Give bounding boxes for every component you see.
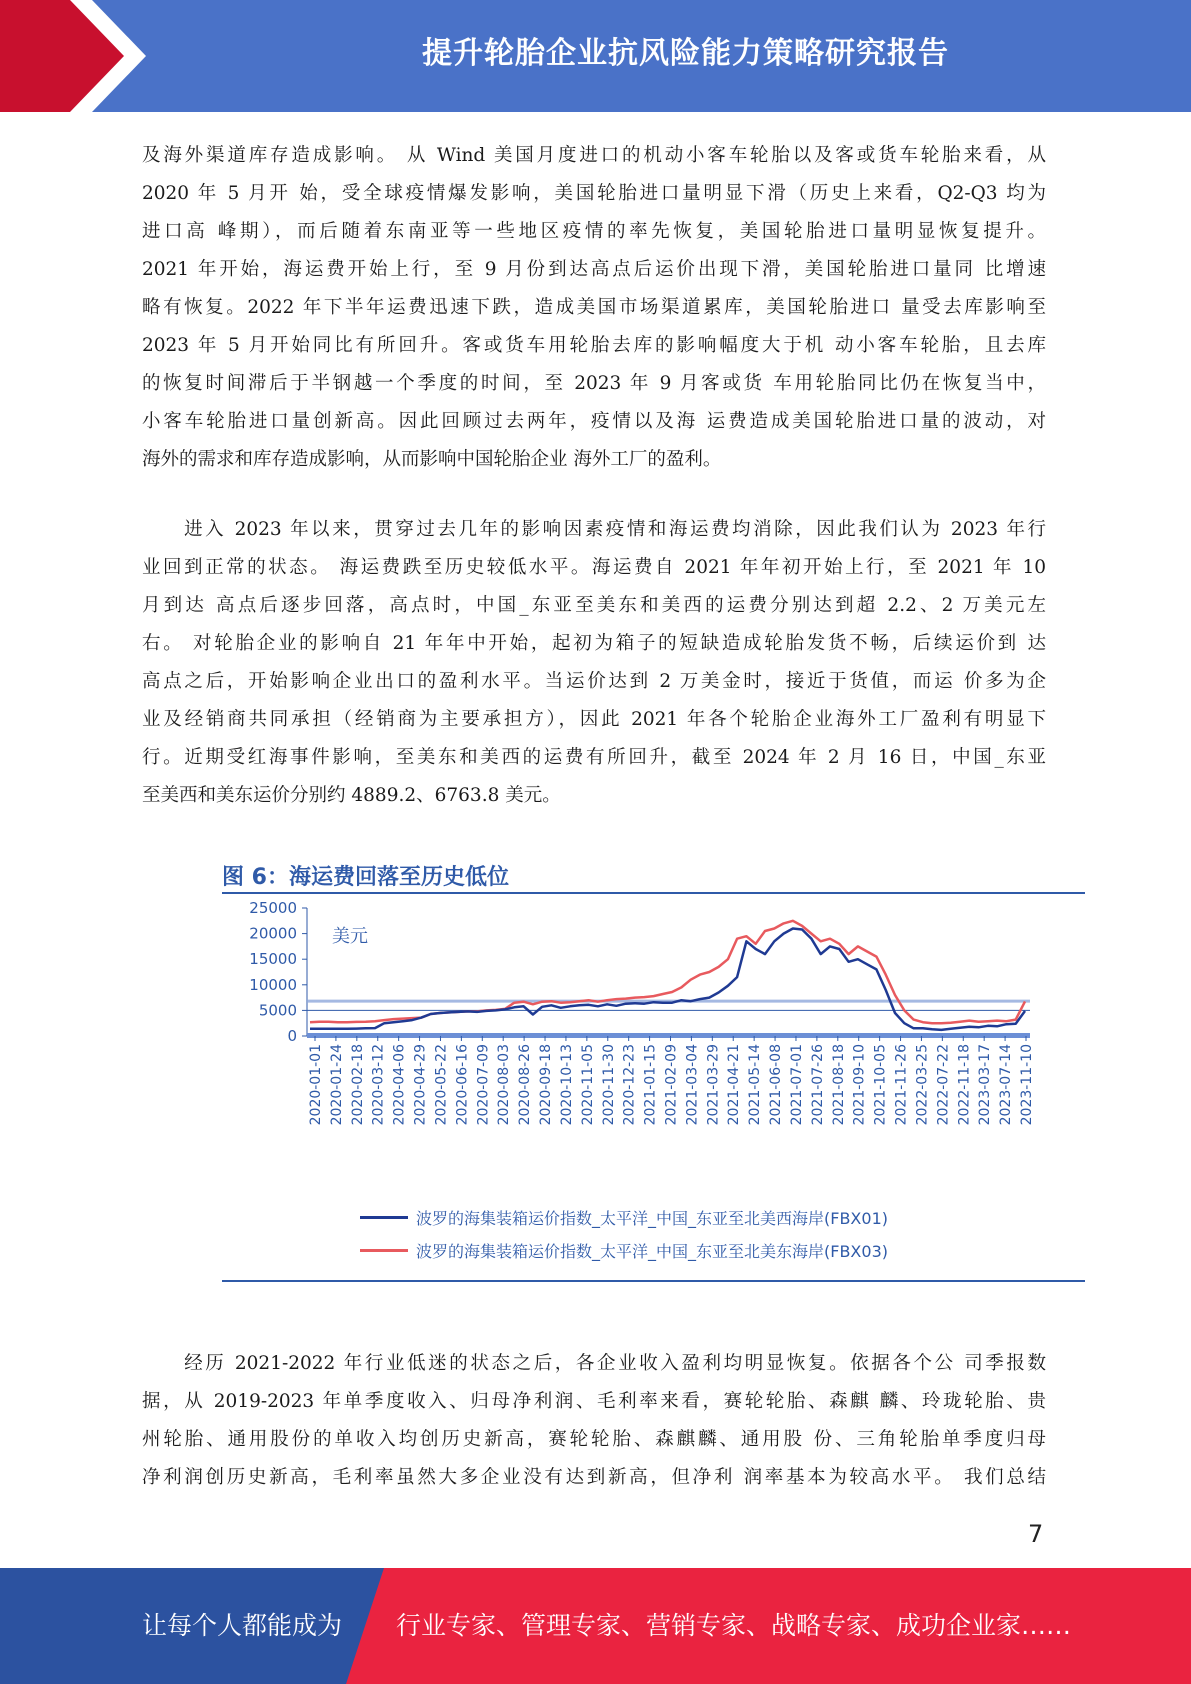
x-tick-label: 2022-11-18 — [956, 1044, 973, 1126]
text-line: 进口高 峰期），而后随着东南亚等一些地区疫情的率先恢复，美国轮胎进口量明显恢复提升。 — [142, 221, 1046, 242]
x-tick-label: 2021-02-09 — [663, 1044, 680, 1126]
text-line: 小客车轮胎进口量创新高。因此回顾过去两年，疫情以及海 运费造成美国轮胎进口量的波动，对 — [142, 411, 1046, 432]
legend-item-fbx03 — [360, 1239, 888, 1262]
text-line: 至美西和美东运价分别约 4889.2、6763.8 美元。 — [142, 785, 561, 806]
x-tick-label: 2020-06-16 — [454, 1044, 471, 1126]
paragraph-2 — [142, 511, 1046, 815]
legend-label-fbx03: 波罗的海集装箱运价指数_太平洋_中国_东亚至北美东海岸(FBX03) — [416, 1242, 888, 1261]
x-tick-label: 2020-07-09 — [475, 1044, 492, 1126]
x-tick-label: 2020-04-06 — [391, 1044, 408, 1126]
text-line: 据，从 2019-2023 年单季度收入、归母净利润、毛利率来看，赛轮轮胎、森麒 麟、玲珑轮胎、贵 — [142, 1391, 1046, 1412]
x-tick-label: 2020-02-18 — [349, 1044, 366, 1126]
x-tick-label: 2020-10-13 — [558, 1044, 575, 1126]
text-line: 及海外渠道库存造成影响。 从 Wind 美国月度进口的机动小客车轮胎以及客或货车轮胎来看，从 — [142, 145, 1046, 166]
text-line: 略有恢复。2022 年下半年运费迅速下跌，造成美国市场渠道累库，美国轮胎进口 量受去库影响至 — [142, 297, 1046, 318]
x-tick-label: 2020-09-18 — [538, 1044, 555, 1126]
x-tick-label: 2020-11-05 — [579, 1044, 596, 1126]
legend-swatch-fbx03 — [360, 1249, 408, 1252]
figure-6 — [215, 856, 1085, 1284]
text-line: 的恢复时间滞后于半钢越一个季度的时间，至 2023 年 9 月客或货 车用轮胎同比仍在恢复当中， — [142, 373, 1046, 394]
footer-slogan-left: 让每个人都能成为 — [142, 1611, 343, 1640]
x-tick-label: 2021-01-15 — [642, 1044, 659, 1126]
report-title: 提升轮胎企业抗风险能力策略研究报告 — [422, 36, 949, 71]
freight-rate-chart — [215, 896, 1085, 1196]
text-line: 经历 2021-2022 年行业低迷的状态之后，各企业收入盈利均明显恢复。依据各个公 司季报数 — [142, 1353, 1046, 1374]
x-tick-label: 2021-03-04 — [684, 1044, 701, 1126]
text-line: 进入 2023 年以来，贯穿过去几年的影响因素疫情和海运费均消除，因此我们认为 2023 年行 — [142, 519, 1046, 540]
page-footer — [0, 1568, 1191, 1684]
text-line: 净利润创历史新高，毛利率虽然大多企业没有达到新高，但净利 润率基本为较高水平。 我们总结 — [142, 1467, 1046, 1488]
footer-slogan-right: 行业专家、管理专家、营销专家、战略专家、成功企业家…… — [396, 1611, 1072, 1640]
x-tick-label: 2021-07-01 — [788, 1044, 805, 1126]
figure-bottom-rule — [222, 1280, 1085, 1282]
x-tick-label: 2021-08-18 — [830, 1044, 847, 1126]
y-tick-label: 20000 — [249, 924, 297, 943]
text-line: 2021 年开始，海运费开始上行，至 9 月份到达高点后运价出现下滑，美国轮胎进口量同 比增速 — [142, 259, 1046, 280]
x-tick-label: 2021-07-26 — [809, 1044, 826, 1126]
x-tick-label: 2020-01-24 — [328, 1044, 345, 1126]
figure-top-rule — [222, 892, 1085, 894]
text-line: 海外的需求和库存造成影响，从而影响中国轮胎企业 海外工厂的盈利。 — [142, 449, 722, 470]
page-number: 7 — [1028, 1520, 1044, 1548]
x-tick-label: 2020-03-12 — [370, 1044, 387, 1126]
x-tick-label: 2020-08-26 — [517, 1044, 534, 1126]
series-line — [310, 929, 1025, 1030]
text-line: 州轮胎、通用股份的单收入均创历史新高，赛轮轮胎、森麒麟、通用股 份、三角轮胎单季度归母 — [142, 1429, 1046, 1450]
x-tick-label: 2020-12-23 — [621, 1044, 638, 1126]
x-tick-label: 2021-04-21 — [726, 1044, 743, 1126]
x-tick-label: 2021-05-14 — [747, 1044, 764, 1126]
text-line: 业及经销商共同承担（经销商为主要承担方），因此 2021 年各个轮胎企业海外工厂盈利有明显下 — [142, 709, 1046, 730]
text-line: 2020 年 5 月开 始，受全球疫情爆发影响，美国轮胎进口量明显下滑（历史上来看，Q2-Q3 均为 — [142, 183, 1046, 204]
x-tick-label: 2021-11-26 — [893, 1044, 910, 1126]
x-tick-label: 2022-03-25 — [914, 1044, 931, 1126]
legend-item-fbx01 — [360, 1206, 888, 1229]
figure-title: 图 6：海运费回落至历史低位 — [222, 865, 509, 890]
x-tick-label: 2020-05-22 — [433, 1044, 450, 1126]
x-tick-label: 2020-01-01 — [308, 1044, 324, 1126]
y-tick-label: 5000 — [258, 1001, 297, 1020]
series-line — [310, 921, 1025, 1023]
y-tick-label: 25000 — [249, 899, 297, 917]
x-tick-label: 2020-04-29 — [412, 1044, 429, 1126]
y-tick-label: 0 — [287, 1027, 297, 1045]
page-header — [0, 0, 1191, 112]
y-unit-label: 美元 — [332, 926, 368, 947]
y-tick-label: 10000 — [249, 975, 297, 994]
x-tick-label: 2021-03-29 — [705, 1044, 722, 1126]
x-tick-label: 2020-08-03 — [496, 1044, 513, 1126]
x-tick-label: 2023-03-17 — [977, 1044, 994, 1126]
text-line: 2023 年 5 月开始同比有所回升。客或货车用轮胎去库的影响幅度大于机 动小客车轮胎，且去库 — [142, 335, 1046, 356]
x-tick-label: 2021-06-08 — [768, 1044, 785, 1126]
text-line: 业回到正常的状态。 海运费跌至历史较低水平。海运费自 2021 年年初开始上行，至 2021 年 10 — [142, 557, 1046, 578]
x-tick-label: 2020-11-30 — [600, 1044, 617, 1126]
paragraph-3 — [142, 1345, 1046, 1497]
x-tick-label: 2023-11-10 — [1019, 1044, 1035, 1126]
x-tick-label: 2023-07-14 — [998, 1044, 1015, 1126]
legend-label-fbx01: 波罗的海集装箱运价指数_太平洋_中国_东亚至北美西海岸(FBX01) — [416, 1209, 888, 1228]
text-line: 月到达 高点后逐步回落，高点时，中国_东亚至美东和美西的运费分别达到超 2.2、2 万美元左 — [142, 595, 1046, 616]
x-tick-label: 2021-09-10 — [851, 1044, 868, 1126]
text-line: 行。近期受红海事件影响，至美东和美西的运费有所回升，截至 2024 年 2 月 16 日，中国_东亚 — [142, 747, 1046, 768]
text-line: 右。 对轮胎企业的影响自 21 年年中开始，起初为箱子的短缺造成轮胎发货不畅，后续运价到 达 — [142, 633, 1046, 654]
paragraph-1 — [142, 137, 1046, 479]
legend-swatch-fbx01 — [360, 1216, 408, 1219]
x-tick-label: 2022-07-22 — [935, 1044, 952, 1126]
y-tick-label: 15000 — [249, 950, 297, 969]
x-tick-label: 2021-10-05 — [872, 1044, 889, 1126]
text-line: 高点之后，开始影响企业出口的盈利水平。当运价达到 2 万美金时，接近于货值，而运 价多为企 — [142, 671, 1046, 692]
